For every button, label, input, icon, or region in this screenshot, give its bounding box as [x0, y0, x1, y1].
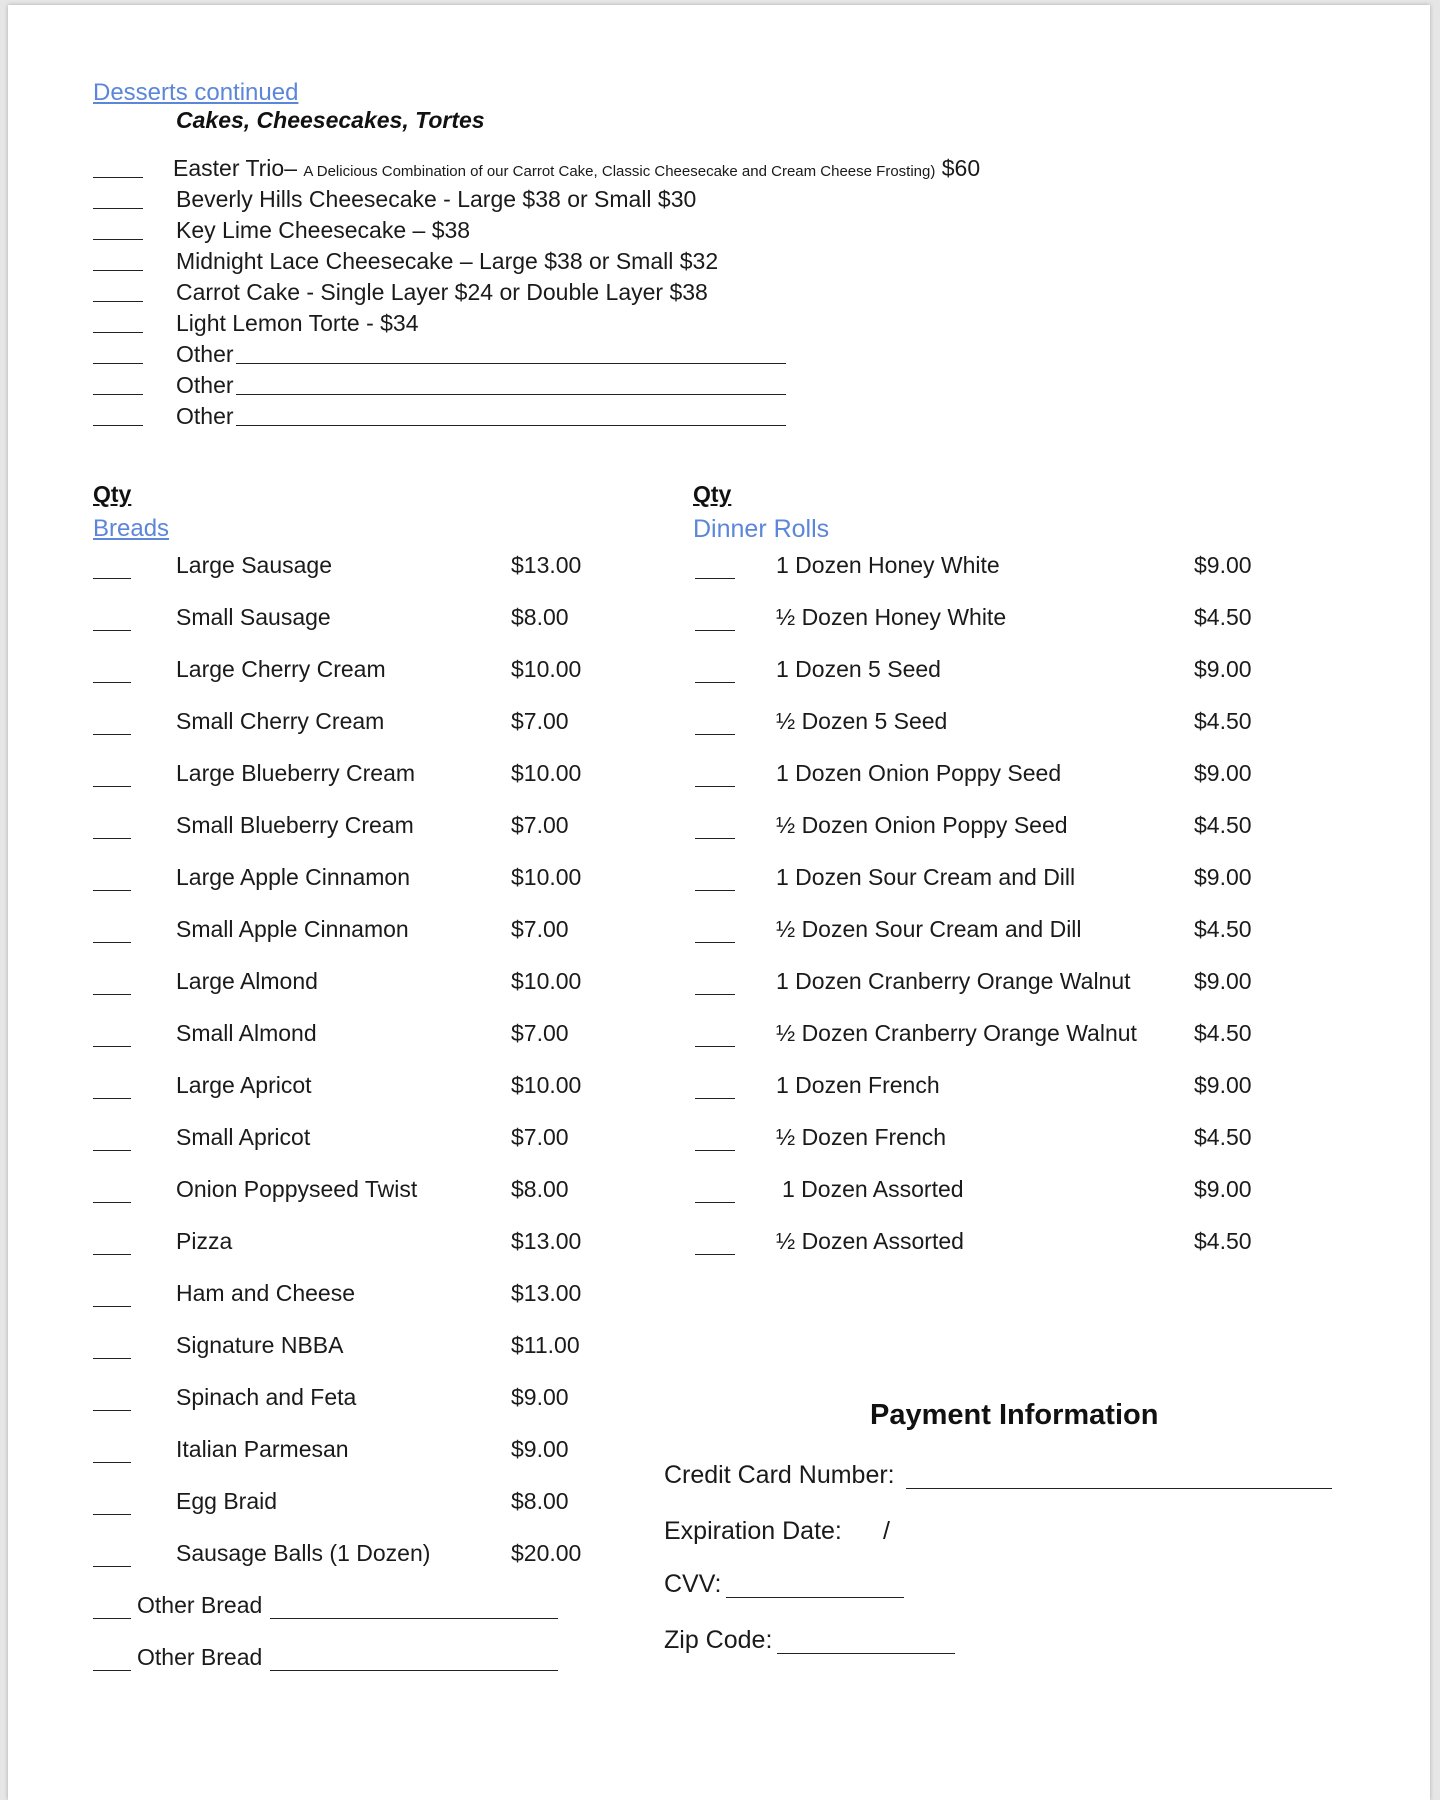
qty-blank-roll[interactable] — [695, 578, 735, 579]
qty-blank-other-bread[interactable] — [93, 1670, 131, 1671]
qty-blank-bread[interactable] — [93, 578, 131, 579]
roll-item-price: $4.50 — [1194, 1228, 1252, 1254]
qty-blank-dessert[interactable] — [93, 332, 143, 333]
rolls-qty-heading: Qty — [693, 481, 732, 507]
roll-item-name: 1 Dozen Cranberry Orange Walnut — [776, 968, 1131, 994]
qty-blank-bread[interactable] — [93, 630, 131, 631]
other-description-blank[interactable] — [236, 394, 786, 395]
qty-blank-other-bread[interactable] — [93, 1618, 131, 1619]
expiration-date-label: Expiration Date: — [664, 1517, 842, 1545]
cvv-field[interactable] — [726, 1597, 904, 1598]
bread-item-name: Small Almond — [176, 1020, 317, 1046]
roll-item-price: $9.00 — [1194, 656, 1252, 682]
roll-item-price: $4.50 — [1194, 1124, 1252, 1150]
bread-item-name: Spinach and Feta — [176, 1384, 357, 1410]
qty-blank-roll[interactable] — [695, 994, 735, 995]
dessert-item: Midnight Lace Cheesecake – Large $38 or Small $32 — [176, 248, 719, 274]
zip-code-label: Zip Code: — [664, 1626, 773, 1654]
qty-blank-bread[interactable] — [93, 1514, 131, 1515]
roll-item-price: $9.00 — [1194, 1072, 1252, 1098]
qty-blank-roll[interactable] — [695, 682, 735, 683]
dinner-rolls-heading: Dinner Rolls — [693, 515, 830, 543]
roll-item-name: 1 Dozen Honey White — [776, 552, 1000, 578]
roll-item-price: $4.50 — [1194, 604, 1252, 630]
bread-item-price: $8.00 — [511, 1176, 569, 1202]
roll-item-price: $4.50 — [1194, 812, 1252, 838]
bread-item-name: Large Almond — [176, 968, 318, 994]
roll-item-price: $9.00 — [1194, 864, 1252, 890]
qty-blank-easter-trio[interactable] — [93, 177, 143, 178]
bread-item-price: $20.00 — [511, 1540, 582, 1566]
bread-item-price: $8.00 — [511, 604, 569, 630]
roll-item-name: 1 Dozen Assorted — [782, 1176, 964, 1202]
qty-blank-roll[interactable] — [695, 1098, 735, 1099]
bread-item-name: Large Apple Cinnamon — [176, 864, 410, 890]
credit-card-label: Credit Card Number: — [664, 1461, 895, 1489]
qty-blank-bread[interactable] — [93, 1202, 131, 1203]
other-description-blank[interactable] — [236, 363, 786, 364]
roll-item-name: ½ Dozen Assorted — [776, 1228, 964, 1254]
roll-item-name: ½ Dozen French — [776, 1124, 947, 1150]
roll-item-name: ½ Dozen Cranberry Orange Walnut — [776, 1020, 1137, 1046]
roll-item-name: ½ Dozen Onion Poppy Seed — [776, 812, 1068, 838]
qty-blank-bread[interactable] — [93, 1358, 131, 1359]
qty-blank-bread[interactable] — [93, 786, 131, 787]
bread-item-price: $13.00 — [511, 1228, 582, 1254]
roll-item-name: 1 Dozen Onion Poppy Seed — [776, 760, 1062, 786]
bread-item-price: $7.00 — [511, 812, 569, 838]
easter-trio-price: $60 — [941, 155, 981, 181]
qty-blank-dessert[interactable] — [93, 208, 143, 209]
roll-item-name: ½ Dozen 5 Seed — [776, 708, 948, 734]
roll-item-name: 1 Dozen 5 Seed — [776, 656, 941, 682]
qty-blank-other[interactable] — [93, 363, 143, 364]
other-bread-label: Other Bread — [137, 1592, 263, 1618]
bread-item-name: Pizza — [176, 1228, 233, 1254]
bread-item-price: $7.00 — [511, 1020, 569, 1046]
qty-blank-roll[interactable] — [695, 1254, 735, 1255]
qty-blank-roll[interactable] — [695, 786, 735, 787]
qty-blank-bread[interactable] — [93, 994, 131, 995]
bread-item-name: Egg Braid — [176, 1488, 278, 1514]
other-description-blank[interactable] — [236, 425, 786, 426]
bread-item-name: Small Cherry Cream — [176, 708, 385, 734]
bread-item-price: $9.00 — [511, 1384, 569, 1410]
desserts-continued-link[interactable]: Desserts continued — [93, 79, 299, 106]
bread-item-price: $13.00 — [511, 1280, 582, 1306]
breads-qty-heading: Qty — [93, 481, 132, 507]
qty-blank-other[interactable] — [93, 394, 143, 395]
roll-item-name: ½ Dozen Sour Cream and Dill — [776, 916, 1082, 942]
qty-blank-bread[interactable] — [93, 942, 131, 943]
qty-blank-bread[interactable] — [93, 1254, 131, 1255]
qty-blank-roll[interactable] — [695, 1202, 735, 1203]
qty-blank-bread[interactable] — [93, 1150, 131, 1151]
qty-blank-bread[interactable] — [93, 1306, 131, 1307]
qty-blank-roll[interactable] — [695, 890, 735, 891]
bread-item-price: $10.00 — [511, 656, 582, 682]
qty-blank-bread[interactable] — [93, 1462, 131, 1463]
roll-item-price: $4.50 — [1194, 708, 1252, 734]
bread-item-price: $13.00 — [511, 552, 582, 578]
bread-item-name: Small Sausage — [176, 604, 331, 630]
other-bread-label: Other Bread — [137, 1644, 263, 1670]
dessert-item: Carrot Cake - Single Layer $24 or Double Layer $38 — [176, 279, 708, 305]
bread-item-price: $11.00 — [511, 1332, 580, 1358]
qty-blank-bread[interactable] — [93, 1410, 131, 1411]
qty-blank-bread[interactable] — [93, 682, 131, 683]
bread-item-name: Small Blueberry Cream — [176, 812, 414, 838]
bread-item-price: $10.00 — [511, 968, 582, 994]
cakes-subheading: Cakes, Cheesecakes, Tortes — [176, 107, 485, 133]
bread-item-name: Onion Poppyseed Twist — [176, 1176, 418, 1202]
expiration-separator[interactable]: / — [883, 1517, 890, 1545]
bread-item-name: Sausage Balls (1 Dozen) — [176, 1540, 431, 1566]
bread-item-name: Small Apricot — [176, 1124, 311, 1150]
other-label: Other — [176, 341, 234, 367]
bread-item-price: $9.00 — [511, 1436, 569, 1462]
bread-item-name: Large Blueberry Cream — [176, 760, 416, 786]
qty-blank-dessert[interactable] — [93, 301, 143, 302]
qty-blank-roll[interactable] — [695, 1150, 735, 1151]
bread-item-price: $10.00 — [511, 760, 582, 786]
payment-title: Payment Information — [870, 1399, 1159, 1431]
cvv-label: CVV: — [664, 1570, 722, 1598]
order-form-page — [8, 5, 1430, 1800]
bread-item-name: Large Sausage — [176, 552, 333, 578]
roll-item-name: ½ Dozen Honey White — [776, 604, 1007, 630]
bread-item-name: Italian Parmesan — [176, 1436, 349, 1462]
bread-item-price: $10.00 — [511, 864, 582, 890]
qty-blank-bread[interactable] — [93, 1566, 131, 1567]
bread-item-price: $8.00 — [511, 1488, 569, 1514]
bread-item-price: $7.00 — [511, 1124, 569, 1150]
qty-blank-bread[interactable] — [93, 838, 131, 839]
roll-item-name: 1 Dozen Sour Cream and Dill — [776, 864, 1076, 890]
qty-blank-other[interactable] — [93, 425, 143, 426]
bread-item-name: Large Apricot — [176, 1072, 312, 1098]
qty-blank-roll[interactable] — [695, 1046, 735, 1047]
roll-item-price: $9.00 — [1194, 552, 1252, 578]
roll-item-price: $9.00 — [1194, 760, 1252, 786]
bread-item-name: Signature NBBA — [176, 1332, 344, 1358]
qty-blank-bread[interactable] — [93, 890, 131, 891]
breads-section-link[interactable]: Breads — [93, 515, 170, 542]
qty-blank-roll[interactable] — [695, 734, 735, 735]
roll-item-name: 1 Dozen French — [776, 1072, 940, 1098]
qty-blank-bread[interactable] — [93, 734, 131, 735]
roll-item-price: $9.00 — [1194, 968, 1252, 994]
bread-item-price: $10.00 — [511, 1072, 582, 1098]
other-bread-description-blank[interactable] — [270, 1670, 558, 1671]
easter-trio-name: Easter Trio– — [173, 155, 297, 181]
qty-blank-bread[interactable] — [93, 1098, 131, 1099]
roll-item-price: $4.50 — [1194, 1020, 1252, 1046]
qty-blank-dessert[interactable] — [93, 270, 143, 271]
other-bread-description-blank[interactable] — [270, 1618, 558, 1619]
bread-item-name: Large Cherry Cream — [176, 656, 386, 682]
bread-item-price: $7.00 — [511, 916, 569, 942]
credit-card-number-field[interactable] — [906, 1488, 1332, 1489]
other-label: Other — [176, 372, 234, 398]
roll-item-price: $4.50 — [1194, 916, 1252, 942]
qty-blank-roll[interactable] — [695, 838, 735, 839]
zip-code-field[interactable] — [777, 1653, 955, 1654]
bread-item-price: $7.00 — [511, 708, 569, 734]
bread-item-name: Ham and Cheese — [176, 1280, 355, 1306]
dessert-item: Light Lemon Torte - $34 — [176, 310, 419, 336]
easter-trio-note: A Delicious Combination of our Carrot Cake, Classic Cheesecake and Cream Cheese Frosting) — [303, 163, 936, 180]
dessert-item: Beverly Hills Cheesecake - Large $38 or Small $30 — [176, 186, 697, 212]
bread-item-name: Small Apple Cinnamon — [176, 916, 409, 942]
dessert-item: Key Lime Cheesecake – $38 — [176, 217, 471, 243]
dessert-item-easter-trio — [173, 155, 980, 182]
other-label: Other — [176, 403, 234, 429]
qty-blank-roll[interactable] — [695, 942, 735, 943]
qty-blank-roll[interactable] — [695, 630, 735, 631]
roll-item-price: $9.00 — [1194, 1176, 1252, 1202]
qty-blank-bread[interactable] — [93, 1046, 131, 1047]
qty-blank-dessert[interactable] — [93, 239, 143, 240]
